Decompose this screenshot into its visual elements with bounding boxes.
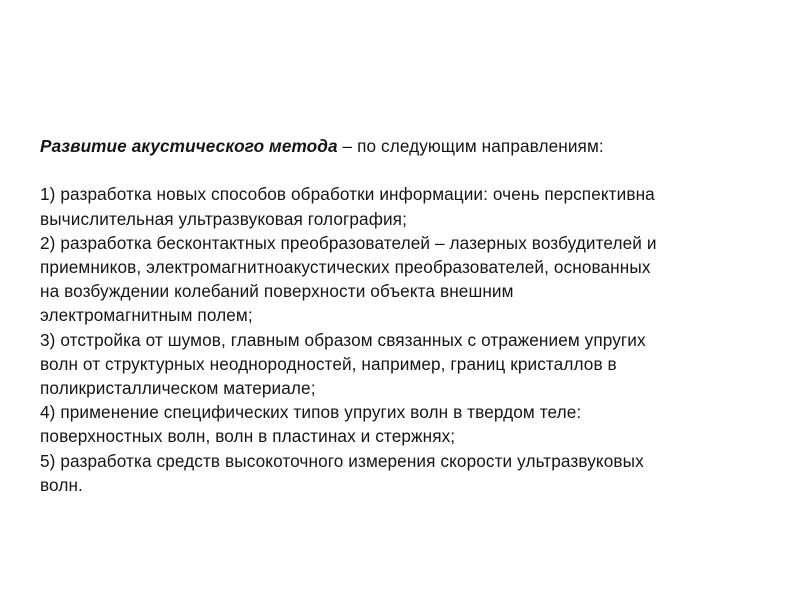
item-line: волн от структурных неоднородностей, например, границ кристаллов в <box>40 353 617 374</box>
item-line: 4) применение специфических типов упругих волн в твердом теле: <box>40 402 582 423</box>
item-line: 3) отстройка от шумов, главным образом связанных с отражением упругих <box>40 329 646 350</box>
item-line: 1) разработка новых способов обработки информации: очень перспективна <box>40 184 655 205</box>
item-line: 5) разработка средств высокоточного измерения скорости ультразвуковых <box>40 450 644 471</box>
item-line: вычислительная ультразвуковая голография; <box>40 208 407 229</box>
item-line: на возбуждении колебаний поверхности объекта внешним <box>40 281 514 302</box>
item-line: приемников, электромагнитноакустических преобразователей, основанных <box>40 257 651 277</box>
item-line: электромагнитным полем; <box>40 305 253 326</box>
list-item-3 <box>40 328 770 401</box>
list-item-5 <box>40 449 770 497</box>
slide-content <box>40 134 770 497</box>
item-line: волн. <box>40 474 83 495</box>
list-item-2 <box>40 231 770 328</box>
item-line: 2) разработка бесконтактных преобразователей – лазерных возбудителей и <box>40 232 657 253</box>
heading-rest: – по следующим направлениям: <box>337 136 604 156</box>
item-line: поликристаллическом материале; <box>40 378 316 399</box>
heading-title: Развитие акустического метода <box>40 136 338 156</box>
list-item-4 <box>40 400 770 448</box>
list-item-1 <box>40 182 770 230</box>
heading-line <box>40 134 770 158</box>
blank-line <box>40 158 770 182</box>
item-line: поверхностных волн, волн в пластинах и стержнях; <box>40 426 456 447</box>
